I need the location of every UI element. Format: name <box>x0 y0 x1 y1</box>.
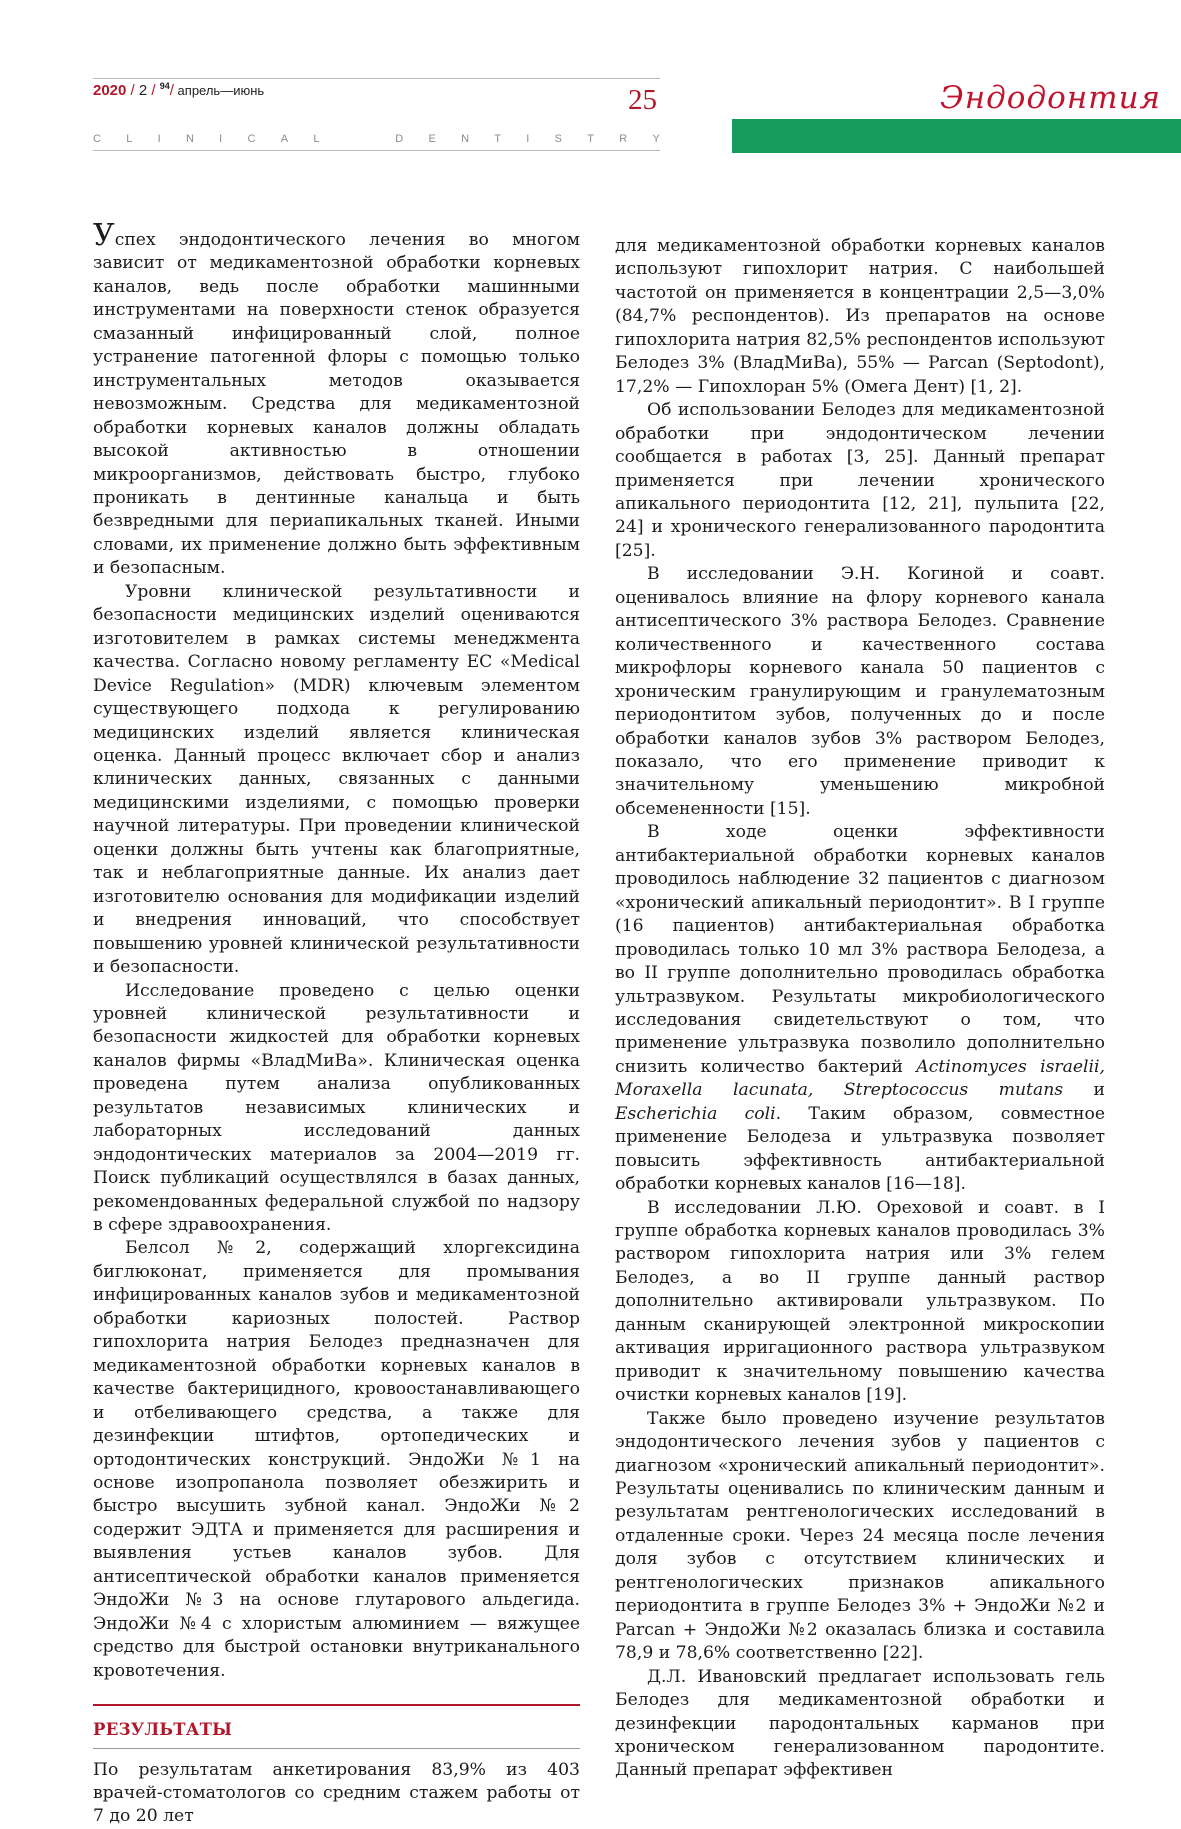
issue-separator: / <box>169 82 174 99</box>
tagline-letter: A <box>280 133 289 145</box>
intro-paragraph <box>93 218 580 581</box>
paragraph: Исследование проведено с целью оценки уровней клинической результативности и безопасности жидкостей для обработки корневых каналов фирмы «ВладМиВа». Клиническая оценка проведена путем анализа опубликованных результатов независимых клинических и лабораторных исследований данных эндодонтических материалов за 2004—2019 гг. Поиск публикаций осуществлялся в базах данных, рекомендованных федеральной службой по надзору в сфере здравоохранения. <box>93 980 580 1236</box>
paragraph: Уровни клинической результативности и безопасности медицинских изделий оцениваются изготовителем в рамках системы менеджмента качества. Согласно новому регламенту ЕС «Medical Device Regulation» (MDR) ключевым элементом существующего подхода к регулированию медицинских изделий является клиническая оценка. Данный процесс включает сбор и анализ клинических данных, связанных с данными медицинскими изделиями, с помощью проверки научной литературы. При проведении клинической оценки должны быть учтены как благоприятные, так и неблагоприятные данные. Их анализ дает изготовителю основания для модификации изделий и внедрения инноваций, что способствует повышению уровней клинической результативности и безопасности. <box>93 581 580 978</box>
paragraph: Белсол №2, содержащий хлоргексидина биглюконат, применяется для промывания инфицированных каналов зубов и медикаментозной обработки кариозных полостей. Раствор гипохлорита натрия Белодез предназначен для медикаментозной обработки корневых каналов в качестве бактерицидного, кровоостанавливающего и отбеливающего средства, а также для дезинфекции штифтов, ортопедических и ортодонтических конструкций. ЭндоЖи №1 на основе изопропанола позволяет обезжирить и быстро высушить зубной канал. ЭндоЖи №2 содержит ЭДТА и применяется для расширения и выявления устьев каналов зубов. Для антисептической обработки каналов применяется ЭндоЖи №3 на основе глутарового альдегида. ЭндоЖи №4 с хлористым алюминием — вяжущее средство для быстрой остановки внутриканального кровотечения. <box>93 1238 580 1681</box>
tagline-letter: N <box>185 133 194 145</box>
intro-text: спех эндодонтического лечения во многом зависит от медикаментозной обработки корневых каналов, ведь после обработки машинными инструментами на поверхности стенок образуется смазанный инфицированный слой, полное устранение патогенной флоры с помощью только инструментальных методов оказывается невозможным. Средства для медикаментозной обработки корневых каналов должны обладать высокой активностью в отношении микроорганизмов, действовать быстро, глубоко проникать в дентинные канальца и быть безвредными для периапикальных тканей. Иными словами, их применение должно быть эффективным и безопасным. <box>93 230 580 579</box>
paragraph-text: и <box>1063 1080 1105 1101</box>
tagline-letter: N <box>461 133 470 145</box>
issue-separator: / <box>126 82 139 99</box>
tagline-letter: D <box>395 133 404 145</box>
paragraph: В исследовании Э.Н. Когиной и соавт. оценивалось влияние на флору корневого канала антисептического 3% раствора Белодез. Сравнение количественного и качественного состава микрофлоры корневого канала 50 пациентов с хроническим гранулирующим и гранулематозным периодонтитом зубов, полученных до и после обработки каналов зубов 3% раствором Белодез, показало, что его применение приводит к значительному уменьшению микробной обсемененности [15]. <box>615 564 1105 819</box>
tagline-letter: Y <box>652 133 660 145</box>
journal-tagline <box>93 133 660 145</box>
paragraph-text: . Таким образом, совместное применение Белодеза и ультразвука позволяет повысить эффективность антибактериальной обработки корневых каналов [16—18]. <box>615 1103 1105 1195</box>
drop-cap: У <box>93 218 115 253</box>
tagline-letter: E <box>428 133 436 145</box>
tagline-letter: T <box>494 133 502 145</box>
tagline-letter: I <box>526 133 530 145</box>
tagline-letter: R <box>619 133 628 145</box>
tagline-letter: S <box>554 133 562 145</box>
section-rule <box>93 1704 580 1706</box>
paragraph: для медикаментозной обработки корневых каналов используют гипохлорит натрия. С наибольшей частотой он применяется в концентрации 2,5—3,0% (84,7% респондентов). Из препаратов на основе гипохлорита натрия 82,5% респондентов используют Белодез 3% (ВладМиВа), 55% — Parcan (Septodont), 17,2% — Гипохлоран 5% (Омега Дент) [1, 2]. <box>615 236 1105 397</box>
issue-period: апрель—июнь <box>173 83 265 98</box>
paragraph: Д.Л. Ивановский предлагает использовать гель Белодез для медикаментозной обработки и дезинфекции пародонтальных карманов при хроническом генерализованном пародонтите. Данный препарат эффективен <box>615 1666 1105 1781</box>
paragraph: Об использовании Белодез для медикаментозной обработки при эндодонтическом лечении сообщается в работах [3, 25]. Данный препарат применяется при лечении хронического апикального периодонтита [12, 21], пульпита [22, 24] и хронического генерализованного пародонтита [25]. <box>615 400 1105 561</box>
left-column <box>93 218 580 1829</box>
tagline-letter: I <box>157 133 161 145</box>
issue-year: 2020 <box>93 82 127 99</box>
header-rule-bottom <box>93 150 660 151</box>
issue-number: 2 <box>138 82 148 99</box>
species-names: Actinomyces israelii, Moraxella lacunata, Streptococcus mutans <box>615 1056 1105 1101</box>
section-color-bar <box>732 119 1181 153</box>
species-name: Escherichia coli <box>615 1103 776 1124</box>
tagline-letter: L <box>126 133 133 145</box>
issue-separator: / <box>147 82 160 99</box>
page-number: 25 <box>628 84 657 116</box>
section-heading-results: РЕЗУЛЬТАТЫ <box>93 1720 233 1740</box>
issue-total-number: 94 <box>159 81 170 91</box>
tagline-letter: C <box>93 133 101 145</box>
paragraph <box>615 821 1105 1196</box>
paragraph: В исследовании Л.Ю. Ореховой и соавт. в I группе обработка корневых каналов проводилась 3% раствором гипохлорита натрия или 3% гелем Белодез, а во II группе данный раствор дополнительно активировали ультразвуком. По данным сканирующей электронной микроскопии активация ирригационного раствора ультразвуком приводит к значительному повышению качества очистки корневых каналов [19]. <box>615 1197 1105 1406</box>
section-title: Эндодонтия <box>940 80 1162 116</box>
tagline-letter: T <box>587 133 594 145</box>
tagline-letter: I <box>219 133 223 145</box>
paragraph: По результатам анкетирования 83,9% из 403 врачей-стоматологов со средним стажем работы от 7 до 20 лет <box>93 1759 580 1827</box>
header-rule-top <box>93 78 660 79</box>
tagline-letter: C <box>247 133 256 145</box>
right-column <box>615 235 1105 1783</box>
issue-info <box>93 82 264 99</box>
section-rule-thin <box>93 1748 580 1749</box>
tagline-letter: L <box>313 133 320 145</box>
paragraph: Также было проведено изучение результатов эндодонтического лечения зубов у пациентов с диагнозом «хронический апикальный периодонтит». Результаты оценивались по клиническим данным и результатам рентгенологических исследований в отдаленные сроки. Через 24 месяца после лечения доля зубов с отсутствием клинических и рентгенологических признаков апикального периодонтита в группе Белодез 3% + ЭндоЖи №2 и Parcan + ЭндоЖи №2 оказалась близка и составила 78,9 и 78,6% соответственно [22]. <box>615 1408 1105 1664</box>
paragraph-text: В ходе оценки эффективности антибактериальной обработки корневых каналов проводилось наблюдение 32 пациентов с диагнозом «хронический апикальный периодонтит». В I группе (16 пациентов) антибактериальная обработка проводилась только 10 мл 3% раствора Белодеза, а во II группе дополнительно проводилась обработка ультразвуком. Результаты микробиологического исследования свидетельствуют о том, что применение ультразвука позволило дополнительно снизить количество бактерий <box>615 822 1105 1077</box>
